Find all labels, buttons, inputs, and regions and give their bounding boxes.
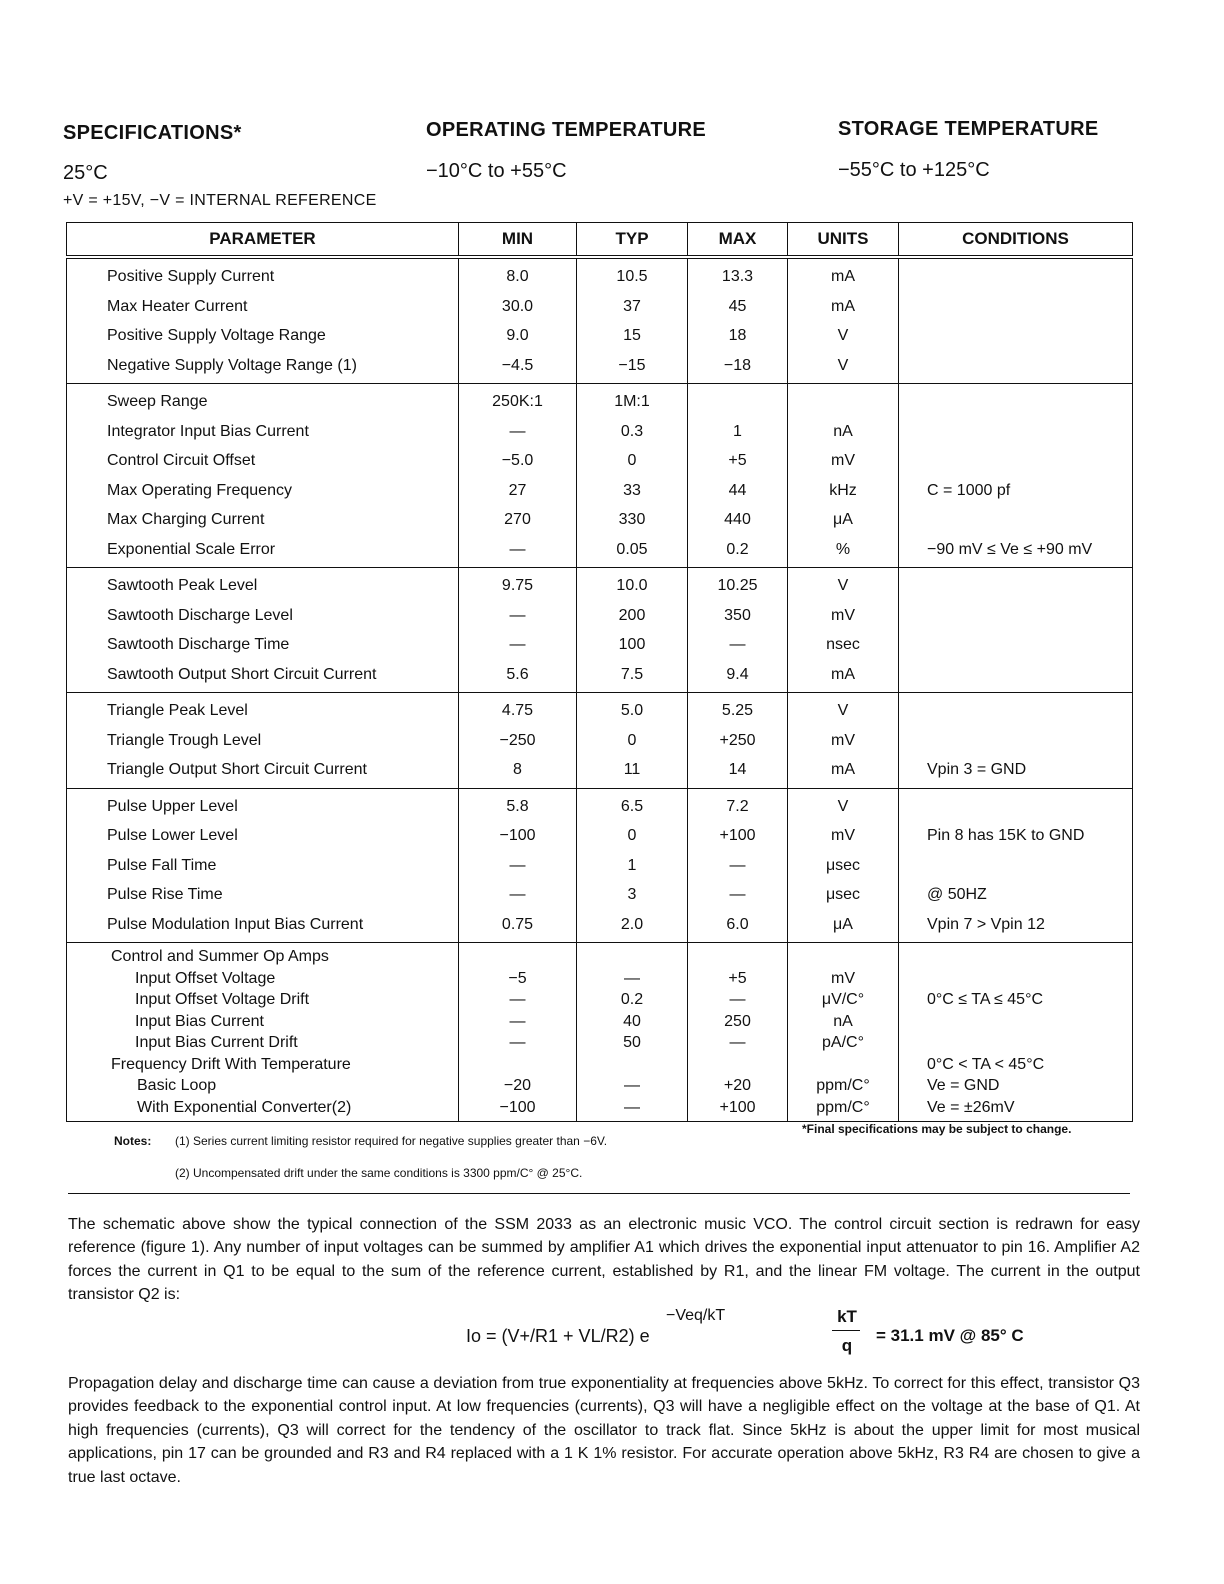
column-conditions <box>899 568 1133 693</box>
column-typ <box>577 257 688 384</box>
parameter-cell: Pulse Rise Time <box>107 886 223 903</box>
parameter-cell: Pulse Modulation Input Bias Current <box>107 915 364 933</box>
note-2: (2) Uncompensated drift under the same conditions is 3300 ppm/C° @ 25°C. <box>175 1166 583 1180</box>
conditions-cell <box>899 417 1132 447</box>
min-cell: 5.8 <box>506 797 529 815</box>
min-cell: 8 <box>513 761 522 778</box>
column-header-min: MIN <box>459 223 577 258</box>
operating-range: −10°C to +55°C <box>426 160 567 182</box>
specifications-table <box>66 222 1133 1122</box>
units-cell: mV <box>831 452 855 469</box>
table-row-group <box>67 568 1133 693</box>
max-cell <box>688 1054 787 1076</box>
final-specifications-note: *Final specifications may be subject to change. <box>802 1122 1072 1136</box>
storage-range: −55°C to +125°C <box>838 159 990 181</box>
notes-label: Notes: <box>114 1134 152 1148</box>
operating-temperature-heading: OPERATING TEMPERATURE <box>426 119 707 141</box>
typ-cell: 6.5 <box>620 797 644 815</box>
units-cell: μsec <box>825 856 861 874</box>
typ-cell: 0 <box>627 827 637 844</box>
typ-cell: 0.2 <box>620 991 644 1008</box>
conditions-cell: Ve = GND <box>927 1077 1000 1094</box>
column-max <box>688 257 788 384</box>
conditions-cell: Ve = ±26mV <box>927 1098 1015 1116</box>
parameter-cell: Integrator Input Bias Current <box>107 422 309 440</box>
column-min <box>459 257 577 384</box>
conditions-cell: 0°C ≤ TA ≤ 45°C <box>927 991 1044 1008</box>
note-1: (1) Series current limiting resistor required for negative supplies greater than −6V. <box>175 1134 608 1148</box>
column-conditions <box>899 693 1133 789</box>
typ-cell: — <box>624 969 640 987</box>
typ-cell: 2.0 <box>620 915 644 933</box>
storage-temperature-heading: STORAGE TEMPERATURE <box>838 118 1099 140</box>
max-cell: 0.2 <box>726 540 749 558</box>
typ-cell: 40 <box>623 1012 641 1030</box>
conditions-cell <box>899 968 1132 990</box>
parameter-cell: Input Bias Current Drift <box>135 1034 298 1051</box>
min-cell: −5.0 <box>501 452 534 469</box>
max-cell: +5 <box>728 452 747 469</box>
column-units <box>788 788 899 943</box>
min-cell: −5 <box>508 969 527 987</box>
parameter-cell: Sweep Range <box>107 393 208 410</box>
column-min <box>459 384 577 568</box>
parameter-cell: Pulse Lower Level <box>107 827 238 844</box>
max-cell: 44 <box>728 481 747 499</box>
parameter-cell: Max Operating Frequency <box>107 481 292 499</box>
min-cell: 27 <box>508 481 527 499</box>
conditions-cell: Vpin 7 > Vpin 12 <box>927 915 1045 933</box>
table-row-group <box>67 257 1133 384</box>
column-conditions <box>899 788 1133 943</box>
column-parameter <box>67 568 459 693</box>
units-cell: mV <box>831 969 855 987</box>
typ-cell: 0 <box>627 731 637 749</box>
table-row-group <box>67 384 1133 568</box>
specifications-heading: SPECIFICATIONS* <box>63 122 242 144</box>
conditions-cell: 0°C < TA < 45°C <box>927 1055 1045 1073</box>
conditions-cell <box>899 292 1132 322</box>
max-cell: 9.4 <box>726 665 749 683</box>
column-min <box>459 568 577 693</box>
units-cell: mA <box>831 268 855 285</box>
conditions-cell <box>899 505 1132 535</box>
units-cell: V <box>837 577 849 594</box>
units-cell: μA <box>833 915 853 933</box>
column-min <box>459 693 577 789</box>
typ-cell: 37 <box>623 297 641 315</box>
min-cell: −100 <box>499 1098 536 1116</box>
units-cell: nA <box>833 422 853 440</box>
column-header-conditions: CONDITIONS <box>899 223 1133 258</box>
min-cell: — <box>509 606 526 624</box>
min-cell: 9.75 <box>501 577 534 594</box>
conditions-cell <box>899 792 1132 822</box>
column-header-units: UNITS <box>788 223 899 258</box>
conditions-cell <box>899 262 1132 292</box>
parameter-cell: Basic Loop <box>137 1077 217 1094</box>
units-cell: μsec <box>825 886 861 903</box>
min-cell: — <box>509 422 526 440</box>
min-cell: 9.0 <box>506 327 529 344</box>
parameter-cell: Control Circuit Offset <box>107 452 256 469</box>
parameter-cell: Input Offset Voltage <box>135 969 276 987</box>
max-cell <box>688 946 787 968</box>
typ-cell: — <box>624 1098 640 1116</box>
max-cell: +100 <box>719 827 756 844</box>
units-cell <box>788 387 898 417</box>
conditions-cell: @ 50HZ <box>927 886 987 903</box>
column-max <box>688 568 788 693</box>
max-cell: — <box>729 991 746 1008</box>
parameter-cell: Pulse Upper Level <box>107 797 238 815</box>
parameter-cell: Exponential Scale Error <box>107 540 276 558</box>
max-cell: +100 <box>719 1098 756 1116</box>
min-cell: −4.5 <box>501 356 534 374</box>
units-cell: nA <box>833 1012 853 1030</box>
section-divider <box>68 1193 1130 1194</box>
column-header-parameter: PARAMETER <box>67 223 459 258</box>
typ-cell: 0.3 <box>620 422 644 440</box>
min-cell: 8.0 <box>506 268 529 285</box>
min-cell: — <box>509 1012 526 1030</box>
typ-cell: 5.0 <box>620 702 644 719</box>
max-cell: 6.0 <box>726 915 749 933</box>
units-cell <box>788 946 898 968</box>
conditions-cell <box>899 321 1132 351</box>
table-row-group <box>67 943 1133 1122</box>
ratio-value: = 31.1 mV @ 85° C <box>876 1326 1024 1345</box>
typ-cell: 33 <box>623 481 641 499</box>
conditions-cell <box>899 446 1132 476</box>
units-cell: mA <box>831 761 855 778</box>
conditions-cell <box>899 726 1132 756</box>
typ-cell <box>577 1054 687 1076</box>
column-header-max: MAX <box>688 223 788 258</box>
column-min <box>459 943 577 1122</box>
max-cell <box>688 387 787 417</box>
max-cell: 350 <box>724 606 751 624</box>
column-max <box>688 788 788 943</box>
min-cell: 250K:1 <box>492 393 543 410</box>
max-cell: 5.25 <box>721 702 754 719</box>
column-parameter <box>67 384 459 568</box>
column-parameter <box>67 693 459 789</box>
supply-note: +V = +15V, −V = INTERNAL REFERENCE <box>63 192 377 209</box>
conditions-cell <box>899 571 1132 601</box>
max-cell: 7.2 <box>726 797 749 815</box>
typ-cell: 1M:1 <box>614 393 650 410</box>
typ-cell: 330 <box>618 511 646 528</box>
units-cell: nsec <box>826 636 860 653</box>
min-cell: — <box>509 886 526 903</box>
column-typ <box>577 788 688 943</box>
conditions-cell <box>899 630 1132 660</box>
typ-cell: 100 <box>618 636 646 653</box>
min-cell: — <box>509 540 526 558</box>
conditions-cell <box>899 696 1132 726</box>
max-cell: — <box>729 636 746 653</box>
parameter-cell: Positive Supply Current <box>107 268 275 285</box>
parameter-cell: Pulse Fall Time <box>107 856 217 874</box>
min-cell: — <box>509 636 526 653</box>
column-min <box>459 788 577 943</box>
max-cell: 14 <box>728 761 747 778</box>
units-cell: V <box>837 702 849 719</box>
units-cell: μA <box>833 511 853 528</box>
min-cell: −100 <box>499 827 536 844</box>
parameter-cell: Frequency Drift With Temperature <box>111 1055 351 1073</box>
max-cell: 10.25 <box>717 577 758 594</box>
units-cell: mV <box>831 606 855 624</box>
column-units <box>788 943 899 1122</box>
conditions-cell: −90 mV ≤ Ve ≤ +90 mV <box>927 540 1093 558</box>
column-typ <box>577 943 688 1122</box>
max-cell: +250 <box>719 731 756 749</box>
typ-cell: 11 <box>623 761 641 778</box>
conditions-cell <box>899 1032 1132 1054</box>
units-cell: mV <box>831 827 855 844</box>
column-units <box>788 693 899 789</box>
units-cell: mA <box>831 297 855 315</box>
min-cell: — <box>509 991 526 1008</box>
conditions-cell <box>899 351 1132 381</box>
typ-cell: — <box>624 1077 640 1094</box>
ratio-fraction-bar <box>832 1330 860 1331</box>
parameter-cell: Negative Supply Voltage Range (1) <box>107 356 357 374</box>
column-parameter <box>67 257 459 384</box>
max-cell: +20 <box>723 1077 752 1094</box>
units-cell: kHz <box>829 481 857 499</box>
typ-cell: 1 <box>627 856 637 874</box>
typ-cell: 0.05 <box>616 540 648 558</box>
min-cell: −250 <box>499 731 536 749</box>
typ-cell: 10.0 <box>616 577 648 594</box>
conditions-cell <box>899 1011 1132 1033</box>
typ-cell: 200 <box>618 606 646 624</box>
max-cell: 1 <box>733 422 742 440</box>
conditions-cell <box>899 660 1132 690</box>
column-conditions <box>899 943 1133 1122</box>
typ-cell: 0 <box>627 452 637 469</box>
min-cell <box>459 1054 576 1076</box>
parameter-cell: Triangle Trough Level <box>107 731 262 749</box>
units-cell: μV/C° <box>821 991 865 1008</box>
max-cell: — <box>729 886 746 903</box>
parameter-cell: Triangle Peak Level <box>107 702 248 719</box>
parameter-cell: Sawtooth Output Short Circuit Current <box>107 665 377 683</box>
units-cell: % <box>835 540 851 558</box>
column-typ <box>577 384 688 568</box>
parameter-cell: With Exponential Converter(2) <box>137 1098 352 1116</box>
parameter-cell: Max Heater Current <box>107 297 248 315</box>
max-cell: — <box>729 856 746 874</box>
column-units <box>788 257 899 384</box>
max-cell: 440 <box>724 511 751 528</box>
parameter-cell: Triangle Output Short Circuit Current <box>107 761 367 778</box>
max-cell: +5 <box>728 969 747 987</box>
min-cell: — <box>509 1034 526 1051</box>
table-header-row <box>67 223 1133 258</box>
typ-cell: −15 <box>618 356 646 374</box>
max-cell: — <box>729 1034 746 1051</box>
table-row-group <box>67 693 1133 789</box>
min-cell: 270 <box>504 511 531 528</box>
parameter-cell: Sawtooth Discharge Time <box>107 636 290 653</box>
column-conditions <box>899 384 1133 568</box>
column-max <box>688 693 788 789</box>
max-cell: 250 <box>724 1012 751 1030</box>
parameter-cell: Positive Supply Voltage Range <box>107 327 326 344</box>
min-cell: 4.75 <box>501 702 534 719</box>
units-cell: V <box>837 327 849 344</box>
units-cell: mV <box>831 731 855 749</box>
units-cell: mA <box>831 665 855 683</box>
typ-cell: 50 <box>623 1034 641 1051</box>
min-cell: — <box>509 856 526 874</box>
max-cell: 18 <box>728 327 747 344</box>
spec-temperature: 25°C <box>63 162 108 184</box>
current-formula: Io = (V+/R1 + VL/R2) e <box>466 1326 650 1346</box>
max-cell: 13.3 <box>721 268 754 285</box>
column-typ <box>577 568 688 693</box>
parameter-cell: Sawtooth Peak Level <box>107 577 258 594</box>
table-row-group <box>67 788 1133 943</box>
conditions-cell: Vpin 3 = GND <box>927 761 1027 778</box>
conditions-cell <box>899 946 1132 968</box>
conditions-cell <box>899 601 1132 631</box>
column-header-typ: TYP <box>577 223 688 258</box>
column-units <box>788 568 899 693</box>
column-parameter <box>67 943 459 1122</box>
typ-cell: 7.5 <box>620 665 644 683</box>
column-max <box>688 943 788 1122</box>
parameter-cell: Max Charging Current <box>107 511 265 528</box>
min-cell: −20 <box>503 1077 532 1094</box>
parameter-cell: Sawtooth Discharge Level <box>107 606 293 624</box>
max-cell: −18 <box>723 356 752 374</box>
column-units <box>788 384 899 568</box>
max-cell: 45 <box>728 297 747 315</box>
units-cell: ppm/C° <box>816 1077 870 1094</box>
parameter-cell: Input Offset Voltage Drift <box>135 991 310 1008</box>
typ-cell <box>577 946 687 968</box>
min-cell: 0.75 <box>501 915 534 933</box>
paragraph-propagation-delay: Propagation delay and discharge time can cause a deviation from true exponentiality at frequencies above 5kHz. To correct for this effect, transistor Q3 provides feedback to the exponential control input. At low frequencies (currents), Q3 will have a negligible effect on the voltage at the base of Q1. At high frequencies (currents), Q3 will correct for the tendency of the oscillator to track flat. Since 5kHz is about the upper limit for most musical applications, pin 17 can be grounded and R3 and R4 replaced with a 1 K 1% resistor. For accurate operation above 5kHz, R3 R4 are chosen to give a true last octave. <box>68 1375 1140 1486</box>
typ-cell: 3 <box>627 886 637 903</box>
typ-cell: 15 <box>623 327 641 344</box>
units-cell: V <box>837 356 849 374</box>
column-conditions <box>899 257 1133 384</box>
conditions-cell: C = 1000 pf <box>927 481 1011 499</box>
parameter-cell: Input Bias Current <box>135 1012 264 1030</box>
conditions-cell <box>899 387 1132 417</box>
units-cell: ppm/C° <box>816 1098 870 1116</box>
conditions-cell <box>899 851 1132 881</box>
units-cell: pA/C° <box>822 1034 864 1051</box>
column-parameter <box>67 788 459 943</box>
min-cell <box>459 946 576 968</box>
column-typ <box>577 693 688 789</box>
paragraph-schematic-description: The schematic above show the typical connection of the SSM 2033 as an electronic music VCO. The control circuit section is redrawn for easy reference (figure 1). Any number of input voltages can be summed by amplifier A1 which drives the exponential input attenuator to pin 16. Amplifier A2 forces the current in Q1 to be equal to the sum of the reference current, established by R1, and the linear FM voltage. The current in the output transistor Q2 is: <box>68 1216 1140 1304</box>
ratio-denominator: q <box>841 1336 853 1355</box>
ratio-numerator: kT <box>837 1307 857 1326</box>
units-cell: V <box>837 797 849 815</box>
min-cell: 30.0 <box>501 297 534 315</box>
parameter-cell: Control and Summer Op Amps <box>111 948 329 965</box>
current-formula-exponent: −Veq/kT <box>666 1307 726 1324</box>
typ-cell: 10.5 <box>616 268 648 285</box>
conditions-cell: Pin 8 has 15K to GND <box>927 827 1085 844</box>
min-cell: 5.6 <box>506 665 529 683</box>
column-max <box>688 384 788 568</box>
units-cell <box>788 1054 898 1076</box>
